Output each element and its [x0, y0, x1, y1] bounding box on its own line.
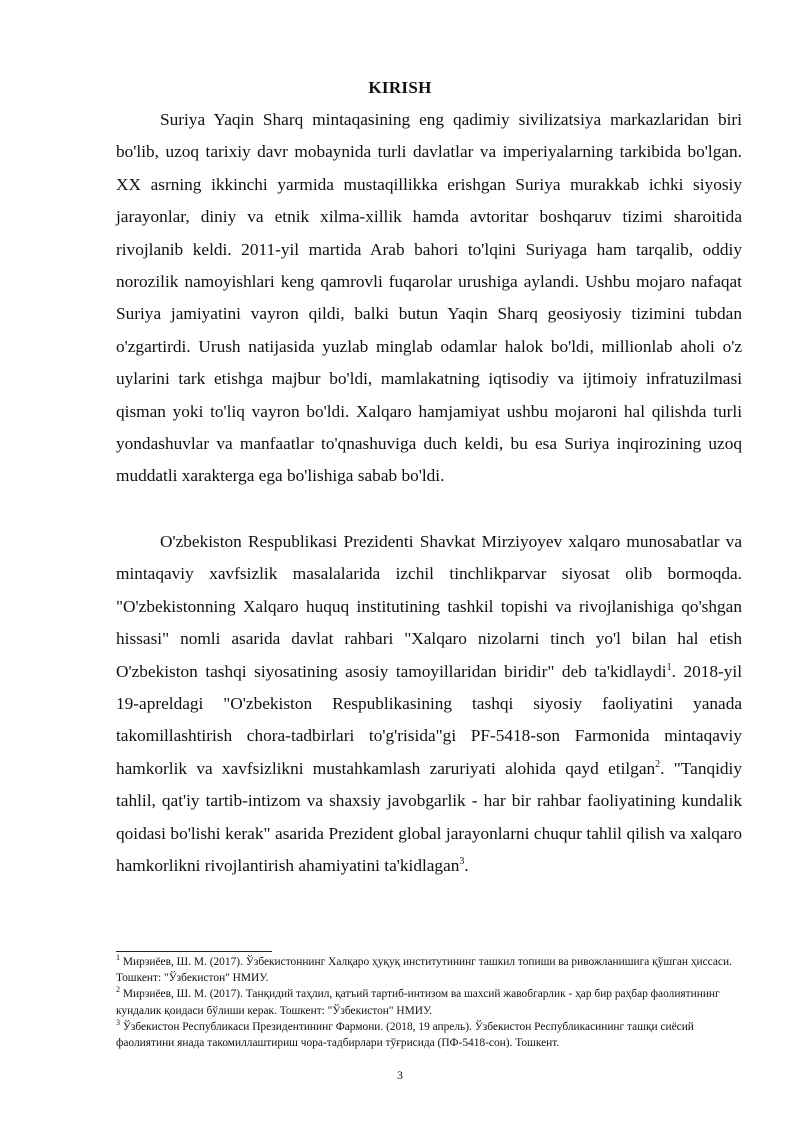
footnote-item	[116, 1019, 746, 1051]
section-title: KIRISH	[368, 78, 432, 97]
page-number: 3	[397, 1068, 403, 1082]
footnotes	[116, 954, 746, 1051]
footnote-item	[116, 954, 746, 986]
footnote-reference[interactable]: 3	[459, 856, 465, 868]
footnote-reference[interactable]: 2	[655, 759, 661, 771]
footnote-mark: 2	[116, 985, 120, 995]
footnote-text: Мирзиёев, Ш. М. (2017). Ўзбекистоннинг Халқаро ҳуқуқ институтининг ташкил топиши ва ривожланишига қўшган ҳиссаси. Тошкент: "Ўзбекистон" НМИУ.	[116, 956, 732, 985]
footnote-text: Ўзбекистон Республикаси Президентининг Фармони. (2018, 19 апрель). Ўзбекистон Республикасининг ташқи сиёсий фаолиятини янада такомиллаштириш чора-тадбирлари тўғрисида (ПФ-5418-сон). Тошкент.	[116, 1020, 694, 1050]
paragraph-text-part: O'zbekiston Respublikasi Prezidenti Shavkat Mirziyoyev xalqaro munosabatlar va mintaqaviy xavfsizlik masalalarida izchil tinchlikparvar siyosat olib bormoqda. "O'zbekistonning Xalqaro huquq institutining tashkil topishi va rivojlanishiga qo'shgan hissasi" nomli asarida davlat rahbari "Xalqaro nizolarni tinch yo'l bilan hal etish O'zbekiston tashqi siyosatining asosiy tamoyillaridan biridir" deb ta'kidlaydi	[116, 532, 742, 681]
paragraph-text-part: . 2018-yil 19-apreldagi "O'zbekiston Respublikasining tashqi siyosiy faoliyatini yanada takomillashtirish chora-tadbirlari to'g'risida"gi PF-5418-son Farmonida mintaqaviy hamkorlik va xavfsizlikni mustahkamlash zaruriyati alohida qayd etilgan	[116, 661, 742, 778]
paragraph-text-part: .	[464, 856, 469, 876]
footnote-text: Мирзиёев, Ш. М. (2017). Танқидий таҳлил, қатъий тартиб-интизом ва шахсий жавобгарлик - ҳар бир раҳбар фаолиятининг кундалик қоидаси бўлиши керак. Тошкент: "Ўзбекистон" НМИУ.	[116, 988, 720, 1017]
footnote-separator	[116, 951, 272, 952]
footnote-mark: 1	[116, 953, 120, 963]
footnote-reference[interactable]: 1	[666, 661, 672, 673]
paragraph-president-policy	[116, 526, 742, 882]
footnote-item	[116, 986, 746, 1018]
footnote-mark: 3	[116, 1018, 120, 1028]
paragraph-text-part: . "Tanqidiy tahlil, qat'iy tartib-intizom va shaxsiy javobgarlik - har bir rahbar faoliyatining kundalik qoidasi bo'lishi kerak" asarida Prezident global jarayonlarni chuqur tahlil qilish va xalqaro hamkorlikni rivojlantirish ahamiyatini ta'kidlagan	[116, 758, 742, 876]
paragraph-intro: Suriya Yaqin Sharq mintaqasining eng qadimiy sivilizatsiya markazlaridan biri bo'lib, uzoq tarixiy davr mobaynida turli davlatlar va imperiyalarning tarkibida bo'lgan. XX asrning ikkinchi yarmida mustaqillikka erishgan Suriya murakkab ichki siyosiy jarayonlar, diniy va etnik xilma-xillik hamda avtoritar boshqaruv tizimi sharoitida rivojlanib keldi. 2011-yil martida Arab bahori to'lqini Suriyaga ham tarqalib, oddiy norozilik namoyishlari keng qamrovli fuqarolar urushiga aylandi. Ushbu mojaro nafaqat Suriya jamiyatini vayron qildi, balki butun Yaqin Sharq geosiyosiy tizimini tubdan o'zgartirdi. Urush natijasida yuzlab minglab odamlar halok bo'ldi, millionlab aholi o'z uylarini tark etishga majbur bo'ldi, mamlakatning iqtisodiy va ijtimoiy infratuzilmasi qisman yoki to'liq vayron bo'ldi. Xalqaro hamjamiyat ushbu mojaroni hal qilishda turli yondashuvlar va manfaatlar to'qnashuviga duch keldi, bu esa Suriya inqirozining uzoq muddatli xarakterga ega bo'lishiga sabab bo'ldi.	[116, 110, 742, 486]
